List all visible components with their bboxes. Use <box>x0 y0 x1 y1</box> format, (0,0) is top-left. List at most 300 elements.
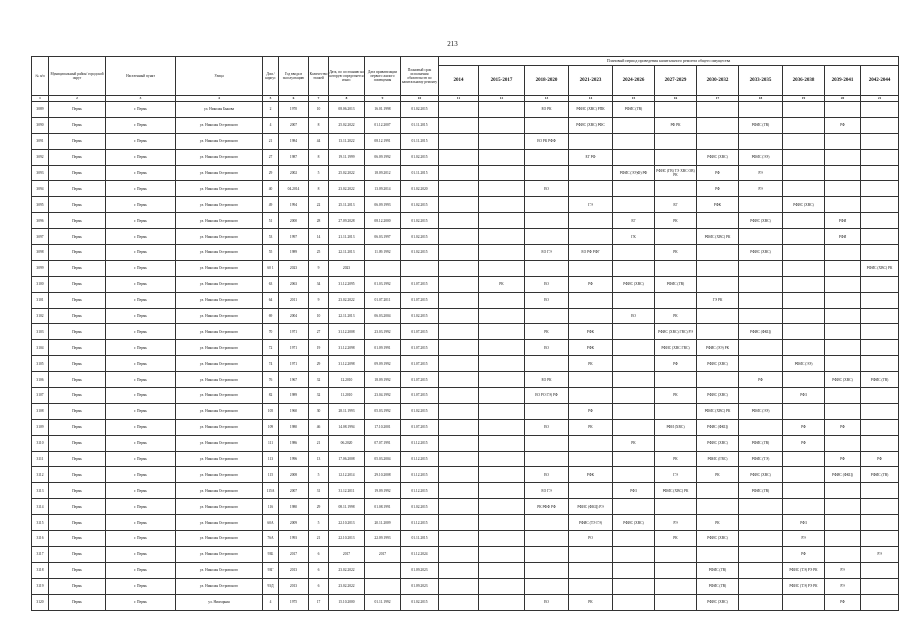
repair-period-cell <box>739 419 783 435</box>
repair-period-cell <box>861 292 899 308</box>
wear-date-cell: 25.11.2013 <box>329 197 365 213</box>
repair-period-cell: РК <box>569 419 613 435</box>
settlement-cell: г. Пермь <box>106 515 176 531</box>
repair-period-cell <box>613 340 655 356</box>
privatization-date-cell: 16.01.1998 <box>365 102 401 118</box>
repair-period-cell <box>655 149 697 165</box>
repair-period-cell <box>783 467 825 483</box>
repair-period-cell <box>825 356 861 372</box>
repair-period-cell <box>697 213 739 229</box>
wear-date-cell: 31.12.2095 <box>329 276 365 292</box>
privatization-date-cell: 09.09.1992 <box>365 356 401 372</box>
table-row <box>32 562 899 578</box>
repair-period-cell <box>861 356 899 372</box>
repair-period-cell <box>439 229 479 245</box>
repair-period-cell <box>613 467 655 483</box>
repair-period-cell: РФИС (ФКЦ) <box>739 324 783 340</box>
repair-period-cell <box>825 245 861 261</box>
wear-date-cell: 31.12.2098 <box>329 340 365 356</box>
repair-period-cell <box>525 403 569 419</box>
district-cell: Пермь <box>49 546 106 562</box>
district-cell: Пермь <box>49 181 106 197</box>
repair-period-cell <box>783 102 825 118</box>
repair-period-cell <box>825 388 861 404</box>
district-cell: Пермь <box>49 149 106 165</box>
repair-period-cell: РФИС (ХВС) <box>697 388 739 404</box>
floors-cell: 8 <box>309 149 329 165</box>
privatization-date-cell: 20.11.2009 <box>365 515 401 531</box>
house-cell: 55 <box>263 245 279 261</box>
column-index-cell: 1 <box>32 96 49 102</box>
column-index-cell: 12 <box>479 96 525 102</box>
wear-date-cell: 08.06.2013 <box>329 102 365 118</box>
floors-cell: 13 <box>309 451 329 467</box>
wear-date-cell: 13.11.2022 <box>329 133 365 149</box>
repair-period-cell <box>697 102 739 118</box>
district-cell: Пермь <box>49 483 106 499</box>
table-row <box>32 133 899 149</box>
repair-period-cell <box>697 324 739 340</box>
year-built-cell: 2002 <box>279 165 309 181</box>
wear-date-cell: 31.12.2008 <box>329 324 365 340</box>
floors-cell: 9 <box>309 292 329 308</box>
repair-period-cell: ГК <box>613 229 655 245</box>
column-index-cell: 7 <box>309 96 329 102</box>
settlement-cell: г. Пермь <box>106 531 176 547</box>
repair-period-cell <box>861 419 899 435</box>
street-cell: ул. Николая Островского <box>176 467 263 483</box>
obligation-date-cell: 01.07.2015 <box>401 324 439 340</box>
year-built-cell: 1971 <box>279 356 309 372</box>
repair-period-cell <box>613 181 655 197</box>
repair-period-cell: ЕО РК РФФ <box>525 133 569 149</box>
settlement-cell: г. Пермь <box>106 245 176 261</box>
floors-cell: 34 <box>309 276 329 292</box>
district-cell: Пермь <box>49 356 106 372</box>
privatization-date-cell: 19.09.1992 <box>365 483 401 499</box>
column-index-cell: 2 <box>49 96 106 102</box>
wear-date-cell: 17.06.2008 <box>329 451 365 467</box>
repair-period-cell <box>825 149 861 165</box>
row-number: 3109 <box>32 419 49 435</box>
repair-period-cell <box>655 403 697 419</box>
floors-cell: 46 <box>309 419 329 435</box>
row-number: 3119 <box>32 578 49 594</box>
settlement-cell: г. Пермь <box>106 308 176 324</box>
repair-period-cell: ЕО РФ РФГ <box>569 245 613 261</box>
header-row <box>32 57 899 66</box>
repair-period-cell <box>613 260 655 276</box>
repair-period-cell <box>479 578 525 594</box>
repair-period-cell <box>525 229 569 245</box>
district-cell: Пермь <box>49 372 106 388</box>
settlement-cell: г. Пермь <box>106 213 176 229</box>
repair-period-cell: РФИС (ЭЭ) <box>739 403 783 419</box>
repair-period-cell: РФИС (ГВ) <box>861 467 899 483</box>
year-built-cell: 1980 <box>279 499 309 515</box>
privatization-date-cell: 07.07.1991 <box>365 435 401 451</box>
repair-period-cell <box>861 515 899 531</box>
repair-period-cell <box>861 388 899 404</box>
row-number: 3116 <box>32 531 49 547</box>
repair-period-cell: РК РФФ РФ <box>525 499 569 515</box>
repair-period-cell <box>479 403 525 419</box>
col-header-year: 2018-2020 <box>525 66 569 96</box>
repair-period-cell <box>439 117 479 133</box>
repair-period-cell: РФИС (ХВС) <box>783 197 825 213</box>
year-built-cell: 04.2014 <box>279 181 309 197</box>
repair-period-cell <box>613 546 655 562</box>
house-cell: 113 <box>263 451 279 467</box>
year-built-cell: 2000 <box>279 213 309 229</box>
repair-period-cell <box>825 324 861 340</box>
repair-period-cell: РФИС (ФКЦ) РЭ <box>569 499 613 515</box>
settlement-cell: г. Пермь <box>106 340 176 356</box>
column-index-cell: 11 <box>439 96 479 102</box>
year-built-cell: 2017 <box>279 546 309 562</box>
privatization-date-cell: 06.03.2004 <box>365 308 401 324</box>
year-built-cell: 2013 <box>279 578 309 594</box>
house-cell: 53 <box>263 229 279 245</box>
repair-period-cell <box>783 324 825 340</box>
repair-period-cell <box>783 499 825 515</box>
year-built-cell: 1967 <box>279 372 309 388</box>
repair-period-cell: РФИС (ЭЭ) <box>783 356 825 372</box>
repair-period-cell: ЕО РК <box>525 102 569 118</box>
house-cell: 93Д <box>263 578 279 594</box>
repair-period-cell: РФ <box>783 419 825 435</box>
repair-period-cell <box>613 117 655 133</box>
repair-period-cell: РФ <box>569 276 613 292</box>
col-header-year: 2036-2038 <box>783 66 825 96</box>
col-header-commission-year: Год ввода в эксплуатацию <box>279 57 309 96</box>
street-cell: ул. Николая Островского <box>176 117 263 133</box>
repair-period-cell <box>783 372 825 388</box>
repair-period-cell <box>861 197 899 213</box>
wear-date-cell: 22.10.2013 <box>329 515 365 531</box>
repair-period-cell: РФИС (ХВС) РК <box>655 483 697 499</box>
repair-period-cell: РФИС (ХВС) <box>739 467 783 483</box>
obligation-date-cell: 01.02.2015 <box>401 594 439 610</box>
house-cell: 111 <box>263 435 279 451</box>
table-row <box>32 372 899 388</box>
repair-period-cell <box>439 133 479 149</box>
table-row <box>32 308 899 324</box>
house-cell: 116 <box>263 499 279 515</box>
repair-period-cell: ЕО <box>525 181 569 197</box>
period-caption: Плановый период проведения капитального ремонта общего имущества <box>439 57 899 66</box>
street-cell: ул. Николая Островского <box>176 292 263 308</box>
privatization-date-cell: 01.12.2007 <box>365 117 401 133</box>
row-number: 3106 <box>32 372 49 388</box>
row-number: 3094 <box>32 181 49 197</box>
repair-period-cell <box>783 594 825 610</box>
floors-cell: 14 <box>309 229 329 245</box>
repair-period-cell: РФИС (ГВ) <box>697 562 739 578</box>
repair-period-cell: РФИС (ХВС) РК <box>697 229 739 245</box>
repair-period-cell <box>439 292 479 308</box>
settlement-cell: г. Пермь <box>106 388 176 404</box>
column-index-cell: 13 <box>525 96 569 102</box>
house-cell: 4 <box>263 117 279 133</box>
settlement-cell: г. Пермь <box>106 483 176 499</box>
house-cell: 21 <box>263 133 279 149</box>
repair-period-cell: РЭ <box>825 578 861 594</box>
street-cell: ул. Николая Островского <box>176 213 263 229</box>
privatization-date-cell: 2017 <box>365 546 401 562</box>
repair-period-cell: РФИС (ХВС) <box>613 515 655 531</box>
repair-period-cell: РФИС (ФКЦ) <box>697 419 739 435</box>
wear-date-cell: 2023 <box>329 260 365 276</box>
repair-period-cell <box>613 578 655 594</box>
repair-period-cell <box>479 435 525 451</box>
repair-period-cell <box>479 451 525 467</box>
house-cell: 105 <box>263 403 279 419</box>
row-number: 3098 <box>32 245 49 261</box>
repair-period-cell <box>697 546 739 562</box>
repair-period-cell <box>569 546 613 562</box>
repair-period-cell <box>479 531 525 547</box>
obligation-date-cell: 01.12.2015 <box>401 451 439 467</box>
year-built-cell: 2007 <box>279 117 309 133</box>
repair-period-cell: ГЭ <box>655 467 697 483</box>
repair-period-cell <box>697 372 739 388</box>
table-row <box>32 467 899 483</box>
year-built-cell: 2063 <box>279 276 309 292</box>
settlement-cell: г. Пермь <box>106 562 176 578</box>
col-header-year: 2014 <box>439 66 479 96</box>
house-cell: 93Б <box>263 546 279 562</box>
repair-period-cell <box>825 483 861 499</box>
repair-period-cell <box>479 102 525 118</box>
year-built-cell: 1975 <box>279 594 309 610</box>
table-row <box>32 451 899 467</box>
house-cell: 109 <box>263 419 279 435</box>
repair-period-cell <box>613 499 655 515</box>
repair-period-cell: РЭ <box>655 515 697 531</box>
repair-period-cell <box>479 117 525 133</box>
repair-period-cell <box>697 117 739 133</box>
repair-period-cell: ЕО <box>613 308 655 324</box>
obligation-date-cell: 01.12.2015 <box>401 483 439 499</box>
repair-period-cell: РФИС (ТЭ ГЭ) <box>569 515 613 531</box>
table-row <box>32 388 899 404</box>
district-cell: Пермь <box>49 276 106 292</box>
column-index-cell: 14 <box>569 96 613 102</box>
obligation-date-cell: 01.07.2015 <box>401 388 439 404</box>
repair-period-cell: РФ <box>861 451 899 467</box>
house-cell: 29 <box>263 165 279 181</box>
repair-period-cell <box>479 165 525 181</box>
repair-period-cell: ЕГ РФ <box>569 149 613 165</box>
street-cell: ул. Николая Островского <box>176 578 263 594</box>
year-built-cell: 1960 <box>279 403 309 419</box>
floors-cell: 22 <box>309 197 329 213</box>
floors-cell: 9 <box>309 260 329 276</box>
obligation-date-cell: 01.12.2015 <box>401 435 439 451</box>
obligation-date-cell: 01.07.2015 <box>401 372 439 388</box>
column-index-cell: 3 <box>106 96 176 102</box>
row-number: 3103 <box>32 324 49 340</box>
repair-period-cell <box>861 133 899 149</box>
repair-period-cell <box>439 451 479 467</box>
table-row <box>32 245 899 261</box>
wear-date-cell: 12.12.2014 <box>329 467 365 483</box>
table-row <box>32 546 899 562</box>
year-built-cell: 2011 <box>279 292 309 308</box>
repair-period-cell: РФИС (ХВС) <box>739 245 783 261</box>
repair-period-cell <box>439 308 479 324</box>
year-built-cell: 1971 <box>279 340 309 356</box>
district-cell: Пермь <box>49 229 106 245</box>
floors-cell: 5 <box>309 165 329 181</box>
repair-period-cell <box>439 276 479 292</box>
repair-period-cell: РЭ <box>783 531 825 547</box>
row-number: 3102 <box>32 308 49 324</box>
repair-period-cell <box>569 260 613 276</box>
district-cell: Пермь <box>49 340 106 356</box>
repair-period-cell: РФ <box>783 546 825 562</box>
repair-period-cell <box>439 245 479 261</box>
obligation-date-cell: 01.02.2015 <box>401 213 439 229</box>
year-built-cell: 2007 <box>279 483 309 499</box>
row-number: 3108 <box>32 403 49 419</box>
district-cell: Пермь <box>49 197 106 213</box>
repair-period-cell: ЕГ <box>613 213 655 229</box>
repair-period-cell <box>439 515 479 531</box>
repair-period-cell <box>439 531 479 547</box>
repair-period-cell <box>569 229 613 245</box>
house-cell: 40 <box>263 181 279 197</box>
row-number: 3093 <box>32 165 49 181</box>
privatization-date-cell: 13.09.2014 <box>365 181 401 197</box>
repair-period-cell: РФИС (ФКЦ) <box>825 467 861 483</box>
privatization-date-cell: 08.12.1991 <box>365 133 401 149</box>
repair-period-cell <box>439 388 479 404</box>
repair-period-cell: РК <box>655 451 697 467</box>
repair-period-cell: РФИС (ХВС) <box>697 149 739 165</box>
district-cell: Пермь <box>49 388 106 404</box>
obligation-date-cell: 01.12.2024 <box>401 546 439 562</box>
repair-period-cell <box>439 562 479 578</box>
settlement-cell: г. Пермь <box>106 229 176 245</box>
col-header-district: Муниципальный район/ городской округ <box>49 57 106 96</box>
col-header-privatization-date: Дата приватизации первого жилого помещения <box>365 57 401 96</box>
repair-period-cell <box>861 276 899 292</box>
table-row <box>32 197 899 213</box>
wear-date-cell: 08.11.1998 <box>329 499 365 515</box>
repair-period-cell <box>439 197 479 213</box>
column-index-cell: 6 <box>279 96 309 102</box>
district-cell: Пермь <box>49 594 106 610</box>
row-number: 3096 <box>32 213 49 229</box>
street-cell: ул. Николая Островского <box>176 197 263 213</box>
repair-period-cell <box>861 181 899 197</box>
repair-period-cell: РК <box>697 515 739 531</box>
repair-period-cell <box>825 276 861 292</box>
floors-cell: 25 <box>309 245 329 261</box>
repair-period-cell <box>825 102 861 118</box>
repair-period-cell <box>861 531 899 547</box>
district-cell: Пермь <box>49 515 106 531</box>
repair-period-cell <box>479 260 525 276</box>
repair-period-cell <box>739 546 783 562</box>
repair-period-cell: РФИС (ГВ) <box>739 117 783 133</box>
table-body <box>32 102 899 611</box>
repair-period-cell: РФК <box>569 324 613 340</box>
repair-period-cell <box>525 578 569 594</box>
repair-period-cell <box>569 388 613 404</box>
wear-date-cell: 23.02.2022 <box>329 292 365 308</box>
repair-period-cell <box>613 451 655 467</box>
repair-period-cell <box>525 213 569 229</box>
obligation-date-cell: 01.07.2015 <box>401 419 439 435</box>
obligation-date-cell: 01.09.2023 <box>401 562 439 578</box>
repair-period-cell <box>479 499 525 515</box>
repair-period-cell <box>569 308 613 324</box>
col-header-number: № п/п <box>32 57 49 96</box>
obligation-date-cell: 01.02.2015 <box>401 403 439 419</box>
table-row <box>32 356 899 372</box>
wear-date-cell: 11.2010 <box>329 388 365 404</box>
settlement-cell: г. Пермь <box>106 133 176 149</box>
repair-period-cell: РФЗ <box>613 483 655 499</box>
obligation-date-cell: 01.11.2015 <box>401 531 439 547</box>
repair-period-cell <box>783 260 825 276</box>
col-header-year: 2027-2029 <box>655 66 697 96</box>
repair-period-cell: РК <box>613 435 655 451</box>
repair-period-cell: РФИС (ХВС) РК <box>697 403 739 419</box>
repair-period-cell: ЕО <box>525 419 569 435</box>
column-index-cell: 20 <box>825 96 861 102</box>
privatization-date-cell: 01.08.1991 <box>365 499 401 515</box>
row-number: 3115 <box>32 515 49 531</box>
settlement-cell: г. Пермь <box>106 372 176 388</box>
repair-period-cell <box>655 292 697 308</box>
repair-period-cell <box>525 531 569 547</box>
repair-period-cell <box>783 213 825 229</box>
repair-period-cell <box>739 578 783 594</box>
repair-period-cell <box>613 292 655 308</box>
district-cell: Пермь <box>49 292 106 308</box>
privatization-date-cell <box>365 260 401 276</box>
repair-period-cell: РФИС (ТЭ) РЭ РК <box>783 562 825 578</box>
repair-period-cell <box>479 229 525 245</box>
repair-period-cell <box>825 292 861 308</box>
floors-cell: 6 <box>309 562 329 578</box>
row-number: 3118 <box>32 562 49 578</box>
repair-period-cell <box>439 149 479 165</box>
year-built-cell: 2004 <box>279 308 309 324</box>
wear-date-cell: 25.02.2022 <box>329 117 365 133</box>
obligation-date-cell: 01.02.2015 <box>401 229 439 245</box>
repair-period-cell: РК <box>655 531 697 547</box>
row-number: 3107 <box>32 388 49 404</box>
repair-period-cell <box>697 260 739 276</box>
obligation-date-cell: 01.02.2015 <box>401 197 439 213</box>
repair-period-cell <box>479 324 525 340</box>
wear-date-cell: 21.11.2013 <box>329 229 365 245</box>
district-cell: Пермь <box>49 562 106 578</box>
repair-period-cell <box>783 292 825 308</box>
repair-period-cell <box>655 102 697 118</box>
privatization-date-cell: 01.03.1992 <box>365 276 401 292</box>
table-row <box>32 324 899 340</box>
district-cell: Пермь <box>49 165 106 181</box>
repair-period-cell <box>861 562 899 578</box>
repair-period-cell: ЕО РО ГЭ) РФ <box>525 388 569 404</box>
street-cell: ул. Николая Островского <box>176 181 263 197</box>
